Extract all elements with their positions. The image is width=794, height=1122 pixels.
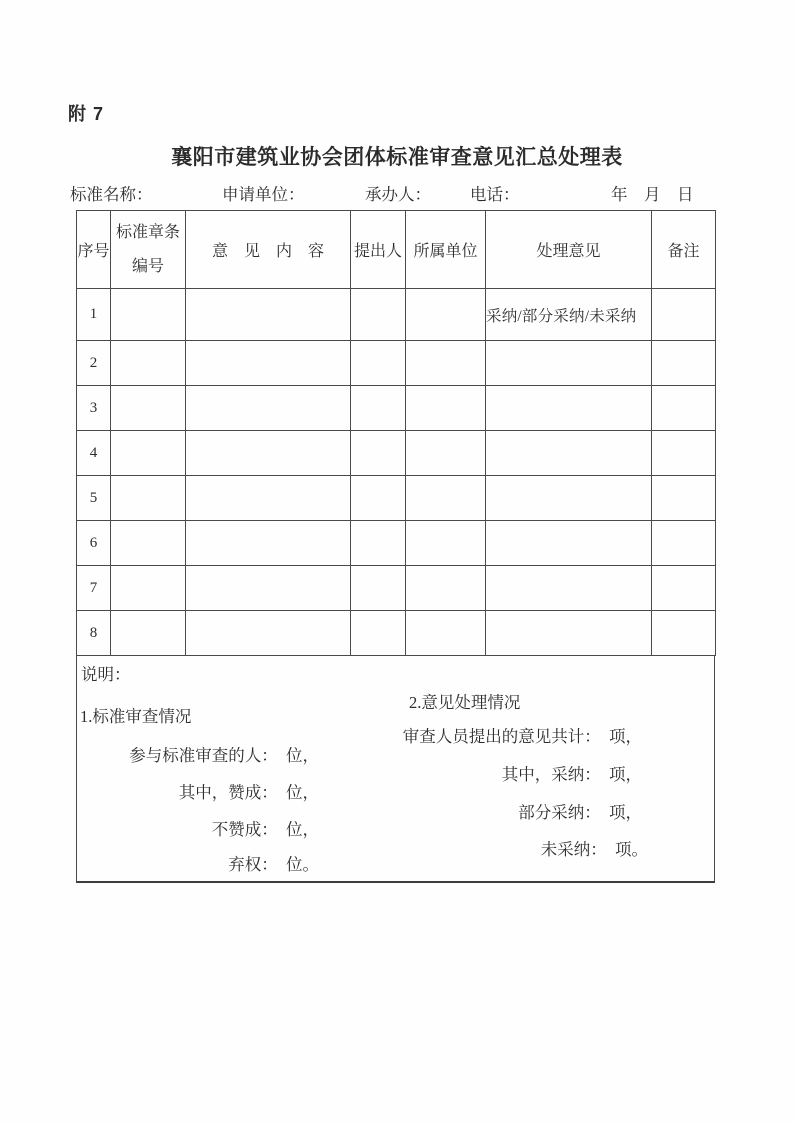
col-header-no: 序号 [77,211,111,289]
cell-chapter [111,431,186,476]
cell-no: 7 [77,566,111,611]
cell-remark [652,431,716,476]
phone-label: 电话： [470,185,520,204]
cell-handling [486,341,652,386]
cell-handling: 采纳/部分采纳/未采纳 [486,289,652,341]
table-row [77,289,716,341]
page-title: 襄阳市建筑业协会团体标准审查意见汇总处理表 [171,146,623,169]
cell-proposer [351,289,406,341]
notes-section [76,655,715,883]
cell-chapter [111,386,186,431]
cell-content [186,566,351,611]
date-label: 年 月 日 [611,185,694,204]
cell-content [186,521,351,566]
cell-handling [486,611,652,656]
cell-remark [652,476,716,521]
cell-remark [652,341,716,386]
cell-unit [406,521,486,566]
col-header-chapter [111,211,186,289]
cell-proposer [351,341,406,386]
cell-handling [486,386,652,431]
col-header-content: 意 见 内 容 [186,211,351,289]
cell-remark [652,386,716,431]
cell-unit [406,476,486,521]
notes-left-line: 参与标准审查的人： 位， [129,746,319,765]
col-header-proposer: 提出人 [351,211,406,289]
col-header-handling: 处理意见 [486,211,652,289]
cell-content [186,431,351,476]
cell-unit [406,611,486,656]
notes-label: 说明： [81,665,131,684]
cell-chapter [111,341,186,386]
cell-no: 2 [77,341,111,386]
col-header-chapter-line2: 编号 [131,257,164,275]
info-line [0,181,794,205]
table-row [77,521,716,566]
col-header-remark: 备注 [652,211,716,289]
cell-remark [652,289,716,341]
cell-proposer [351,566,406,611]
table-row [77,611,716,656]
cell-unit [406,289,486,341]
cell-no: 1 [77,289,111,341]
cell-chapter [111,521,186,566]
cell-chapter [111,611,186,656]
notes-right-line: 审查人员提出的意见共计： 项， [402,727,642,746]
attachment-label: 附 7 [68,104,105,124]
cell-proposer [351,521,406,566]
table-row [77,341,716,386]
cell-chapter [111,476,186,521]
table-row [77,386,716,431]
cell-proposer [351,386,406,431]
table-row [77,476,716,521]
cell-content [186,341,351,386]
cell-no: 5 [77,476,111,521]
notes-left-line: 不赞成： 位， [211,820,319,839]
cell-content [186,386,351,431]
cell-remark [652,521,716,566]
cell-handling [486,566,652,611]
notes-right-line: 其中，采纳： 项， [501,765,642,784]
table-row [77,431,716,476]
cell-proposer [351,431,406,476]
cell-no: 8 [77,611,111,656]
col-header-chapter-line1: 标准章条 [115,223,180,241]
cell-remark [652,611,716,656]
cell-content [186,289,351,341]
notes-section2-title: 2.意见处理情况 [409,693,521,712]
table-row [77,566,716,611]
applicant-unit-label: 申请单位： [222,185,305,204]
cell-no: 3 [77,386,111,431]
col-header-unit: 所属单位 [406,211,486,289]
handler-label: 承办人： [365,185,431,204]
cell-handling [486,476,652,521]
cell-no: 4 [77,431,111,476]
notes-section1-title: 1.标准审查情况 [80,707,192,726]
cell-handling [486,521,652,566]
cell-chapter [111,289,186,341]
cell-unit [406,386,486,431]
table-header-row [77,211,716,289]
standard-name-label: 标准名称： [70,185,153,204]
notes-left-line: 弃权： 位。 [228,855,319,874]
cell-proposer [351,611,406,656]
review-opinions-table [76,210,716,656]
cell-unit [406,341,486,386]
cell-proposer [351,476,406,521]
cell-content [186,611,351,656]
cell-content [186,476,351,521]
cell-remark [652,566,716,611]
notes-left-line: 其中，赞成： 位， [178,783,319,802]
cell-no: 6 [77,521,111,566]
cell-unit [406,431,486,476]
notes-right-line: 未采纳： 项。 [540,840,648,859]
notes-right-line: 部分采纳： 项， [518,803,642,822]
cell-chapter [111,566,186,611]
cell-unit [406,566,486,611]
cell-handling [486,431,652,476]
